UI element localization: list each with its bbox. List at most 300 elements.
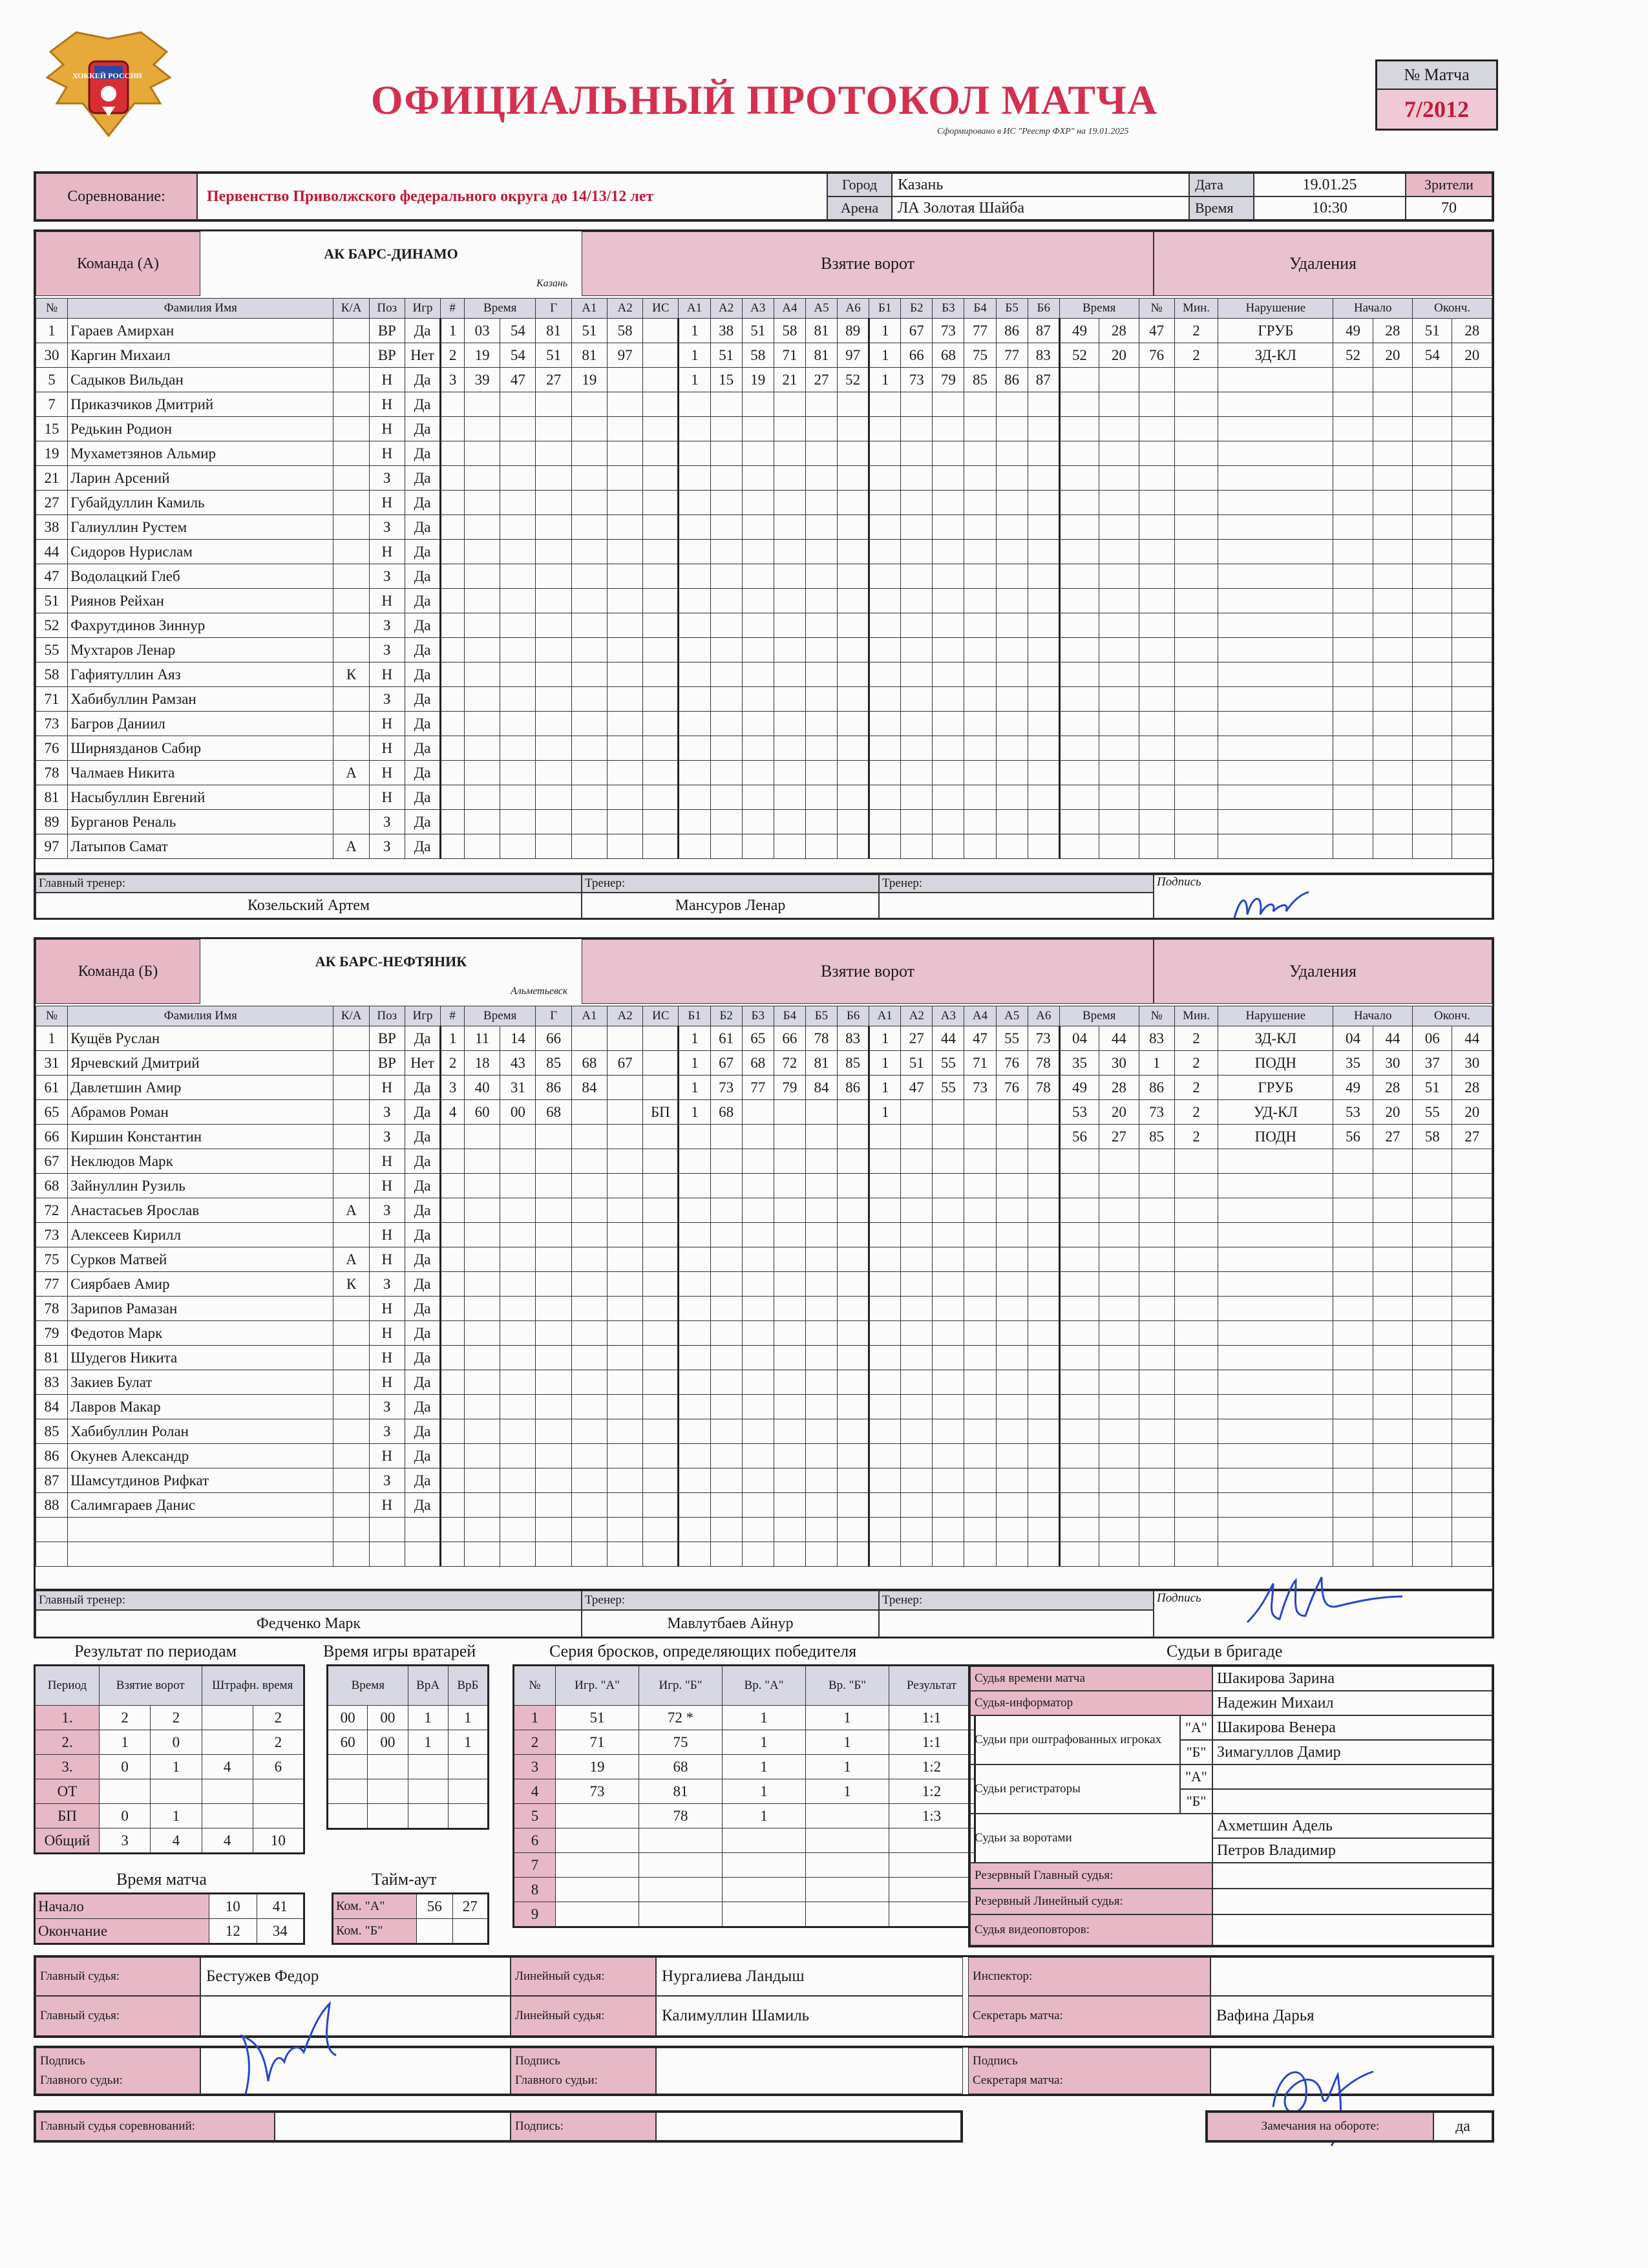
goal-onice-player <box>679 1125 710 1149</box>
goal-onice-player <box>679 1297 710 1321</box>
goal-situation <box>643 392 679 417</box>
penalty-end-min <box>1413 785 1452 810</box>
player-played: Да <box>405 368 440 392</box>
goal-sec: 54 <box>500 343 536 368</box>
goal-onice-player <box>964 1297 996 1321</box>
penalty-sec <box>1099 1272 1139 1297</box>
goal-assist2 <box>607 1198 642 1223</box>
goal-onice-player <box>869 1542 901 1567</box>
goal-scorer: 68 <box>536 1100 571 1125</box>
goal-onice-player <box>805 392 837 417</box>
player-position: З <box>369 1468 405 1493</box>
penalty-end-sec <box>1452 1395 1492 1419</box>
goal-onice-player <box>742 712 774 736</box>
match-number-box <box>1375 59 1498 131</box>
goal-min <box>464 1493 500 1518</box>
penalty-end-min <box>1413 392 1452 417</box>
goal-onice-player <box>869 1321 901 1346</box>
player-number: 71 <box>36 687 68 712</box>
goal-onice-player: 73 <box>710 1076 742 1100</box>
goal-onice-player: 27 <box>805 368 837 392</box>
goal-onice-player <box>805 1468 837 1493</box>
goal-onice-player <box>742 1468 774 1493</box>
penalty-violation: ПОДН <box>1218 1051 1333 1076</box>
goal-onice-player: 83 <box>838 1026 869 1051</box>
penalty-end-min <box>1413 1297 1452 1321</box>
video-judge <box>1212 1914 1492 1945</box>
player-played: Да <box>405 638 440 662</box>
goal-onice-player <box>964 1223 996 1247</box>
penalty-minutes <box>1174 662 1218 687</box>
period-label: 2. <box>35 1730 100 1755</box>
player-played: Да <box>405 1370 440 1395</box>
team-b-city: Альметьевск <box>511 986 568 997</box>
penalty-player: 86 <box>1139 1076 1174 1100</box>
penalty-player <box>1139 564 1174 589</box>
penalty-end-min: 37 <box>1413 1051 1452 1076</box>
penalty-player <box>1139 1321 1174 1346</box>
team-a-coach2 <box>879 893 1154 918</box>
shootout-col-0: № <box>514 1666 556 1706</box>
penalty-end-sec <box>1452 1542 1492 1567</box>
goal-onice-player <box>933 1468 964 1493</box>
goal-onice-player <box>774 662 805 687</box>
goal-sec <box>500 1419 536 1444</box>
penalty-end-sec <box>1452 1198 1492 1223</box>
goal-onice-player: 78 <box>805 1026 837 1051</box>
timekeeper-label: Судья времени матча <box>970 1666 1212 1691</box>
goal-onice-player: 65 <box>742 1026 774 1051</box>
penalty-start-min <box>1333 687 1373 712</box>
goal-onice-player <box>1028 589 1059 613</box>
penalty-sec <box>1099 1518 1139 1542</box>
goal-min <box>464 785 500 810</box>
goal-onice-player <box>901 1321 933 1346</box>
goal-assist2 <box>607 834 642 859</box>
player-number: 55 <box>36 638 68 662</box>
goal-assist2 <box>607 1468 642 1493</box>
player-number: 31 <box>36 1051 68 1076</box>
team-a-col-onice-2: А3 <box>742 299 774 319</box>
goal-number <box>441 1468 465 1493</box>
goalie-mm <box>328 1804 368 1829</box>
goal-onice-player <box>964 638 996 662</box>
table-row <box>36 515 1492 540</box>
player-position: ВР <box>369 1051 405 1076</box>
head-ref-signature <box>233 1991 362 2101</box>
goal-onice-player <box>710 1493 742 1518</box>
player-captain <box>333 1076 369 1100</box>
goal-sec: 14 <box>500 1026 536 1051</box>
player-captain <box>333 1395 369 1419</box>
sign-secretary-label-1: Подпись <box>973 2054 1018 2068</box>
period-gb: 1 <box>151 1755 202 1779</box>
goal-onice-player <box>805 785 837 810</box>
player-position: Н <box>369 1321 405 1346</box>
player-number: 21 <box>36 466 68 491</box>
goal-onice-player <box>774 1468 805 1493</box>
player-played: Да <box>405 662 440 687</box>
player-position <box>369 1518 405 1542</box>
goal-scorer <box>536 662 571 687</box>
player-captain <box>333 1125 369 1149</box>
penalty-end-min <box>1413 638 1452 662</box>
time-value: 10:30 <box>1254 196 1406 220</box>
goal-onice-player <box>1028 712 1059 736</box>
player-position: Н <box>369 368 405 392</box>
player-captain <box>333 515 369 540</box>
player-position: Н <box>369 392 405 417</box>
goal-onice-player <box>901 1542 933 1567</box>
penalty-start-sec <box>1373 1272 1412 1297</box>
goal-onice-player <box>742 613 774 638</box>
shootout-header <box>514 1666 975 1706</box>
penalty-end-min <box>1413 687 1452 712</box>
player-name: Мухтаров Ленар <box>68 638 333 662</box>
team-a-table <box>36 298 1492 859</box>
team-a-col-pen-num: № <box>1139 299 1174 319</box>
penalty-end-min <box>1413 662 1452 687</box>
goalie-b: 1 <box>448 1706 488 1730</box>
player-number: 27 <box>36 491 68 515</box>
penalty-start-sec <box>1373 1542 1412 1567</box>
penalty-end-sec <box>1452 589 1492 613</box>
period-pa <box>202 1706 253 1730</box>
period-pa: 4 <box>202 1755 253 1779</box>
table-row <box>35 1779 304 1804</box>
player-played: Да <box>405 1419 440 1444</box>
penalty-end-sec <box>1452 1247 1492 1272</box>
team-b-head-coach-label: Главный тренер: <box>36 1591 582 1610</box>
goal-scorer <box>536 613 571 638</box>
player-name: Губайдуллин Камиль <box>68 491 333 515</box>
goal-scorer <box>536 1223 571 1247</box>
goal-min <box>464 712 500 736</box>
player-position: З <box>369 1272 405 1297</box>
goal-onice-player <box>1028 613 1059 638</box>
goal-assist1 <box>571 1100 607 1125</box>
table-row <box>328 1779 489 1804</box>
player-name: Насыбуллин Евгений <box>68 785 333 810</box>
goal-onice-player <box>1028 491 1059 515</box>
player-played: Да <box>405 810 440 834</box>
player-name: Сидоров Нурислам <box>68 540 333 564</box>
goal-onice-player <box>774 1493 805 1518</box>
penalty-violation <box>1218 515 1333 540</box>
shootout-num: 1 <box>514 1706 556 1730</box>
goal-onice-player <box>805 417 837 441</box>
team-a-col-num: № <box>36 299 68 319</box>
team-b-col-onice-7: А2 <box>901 1006 933 1026</box>
table-row <box>36 1518 1492 1542</box>
team-a-col-ka: К/А <box>333 299 369 319</box>
goal-onice-player <box>901 1125 933 1149</box>
goal-assist1 <box>571 662 607 687</box>
timekeeper: Шакирова Зарина <box>1212 1666 1492 1691</box>
team-b-col-pos: Поз <box>369 1006 405 1026</box>
penalty-player <box>1139 1518 1174 1542</box>
penalty-end-sec <box>1452 785 1492 810</box>
penalty-sec <box>1099 417 1139 441</box>
penalty-end-sec <box>1452 1149 1492 1174</box>
penalty-sec <box>1099 1297 1139 1321</box>
player-number: 52 <box>36 613 68 638</box>
goal-situation <box>643 1444 679 1468</box>
player-played: Да <box>405 736 440 761</box>
goal-onice-player <box>774 1419 805 1444</box>
player-position: ВР <box>369 1026 405 1051</box>
goalie-col-a: ВрА <box>408 1666 448 1706</box>
goal-scorer <box>536 1272 571 1297</box>
penalty-end-min <box>1413 515 1452 540</box>
goal-onice-player <box>933 392 964 417</box>
goal-onice-player <box>933 1321 964 1346</box>
goal-onice-player <box>838 515 869 540</box>
goal-onice-player <box>869 1395 901 1419</box>
penalty-start-sec <box>1373 1149 1412 1174</box>
goal-onice-player <box>742 1174 774 1198</box>
goal-onice-player <box>933 1174 964 1198</box>
goal-assist1 <box>571 466 607 491</box>
goal-onice-player <box>933 1444 964 1468</box>
player-number: 75 <box>36 1247 68 1272</box>
player-position: Н <box>369 1149 405 1174</box>
period-pa <box>202 1730 253 1755</box>
goal-scorer <box>536 392 571 417</box>
goal-onice-player <box>774 1198 805 1223</box>
team-a-col-onice-11: Б6 <box>1028 299 1059 319</box>
penalty-violation <box>1218 1370 1333 1395</box>
goal-onice-player <box>805 1149 837 1174</box>
penalty-violation <box>1218 417 1333 441</box>
goal-onice-player <box>838 392 869 417</box>
penalty-start-min <box>1333 1198 1373 1223</box>
penalty-end-min <box>1413 417 1452 441</box>
penalty-start-sec <box>1373 1223 1412 1247</box>
goal-onice-player <box>679 540 710 564</box>
goal-onice-player <box>869 1125 901 1149</box>
goal-onice-player <box>964 589 996 613</box>
goal-onice-player <box>710 515 742 540</box>
penalty-min <box>1059 1370 1099 1395</box>
goal-assist1 <box>571 515 607 540</box>
penalty-player <box>1139 589 1174 613</box>
table-row <box>514 1779 975 1804</box>
goal-onice-player <box>996 466 1028 491</box>
penalty-end-sec <box>1452 540 1492 564</box>
goal-min <box>464 1468 500 1493</box>
goal-onice-player <box>838 1149 869 1174</box>
player-played: Да <box>405 1272 440 1297</box>
team-a-col-name: Фамилия Имя <box>68 299 333 319</box>
player-position: Н <box>369 1444 405 1468</box>
date-value: 19.01.25 <box>1254 173 1406 196</box>
player-number: 83 <box>36 1370 68 1395</box>
goal-situation <box>643 1419 679 1444</box>
penalty-sec <box>1099 687 1139 712</box>
penalty-player <box>1139 712 1174 736</box>
goal-sec <box>500 1174 536 1198</box>
penalty-sec <box>1099 466 1139 491</box>
goal-assist1 <box>571 1174 607 1198</box>
goal-onice-player <box>742 1493 774 1518</box>
goal-onice-player <box>774 1247 805 1272</box>
goal-onice-player <box>805 834 837 859</box>
goal-onice-player <box>901 1297 933 1321</box>
goal-onice-player <box>964 1493 996 1518</box>
shootout-b <box>639 1902 723 1927</box>
player-played: Да <box>405 785 440 810</box>
goal-scorer <box>536 1542 571 1567</box>
goal-onice-player <box>710 662 742 687</box>
player-played: Да <box>405 392 440 417</box>
penalty-start-sec <box>1373 638 1412 662</box>
goal-onice-player <box>996 1468 1028 1493</box>
sign-head-label <box>36 2048 200 2094</box>
team-a-head-coach-label: Главный тренер: <box>36 874 582 893</box>
goal-assist2 <box>607 638 642 662</box>
goal-onice-player <box>996 515 1028 540</box>
penalty-minutes <box>1174 392 1218 417</box>
player-played: Да <box>405 466 440 491</box>
goal-onice-player <box>742 1542 774 1567</box>
sign-head-label-2: Главного судьи: <box>40 2073 123 2087</box>
penalty-player <box>1139 834 1174 859</box>
goal-onice-player <box>805 1174 837 1198</box>
penalty-player: 47 <box>1139 319 1174 343</box>
team-b-col-goal-num: # <box>441 1006 465 1026</box>
goal-sec <box>500 1468 536 1493</box>
goal-onice-player <box>805 1370 837 1395</box>
player-played: Да <box>405 491 440 515</box>
goal-onice-player <box>1028 1223 1059 1247</box>
goal-onice-player <box>869 1198 901 1223</box>
sign-head-label-mid <box>511 2048 656 2094</box>
goal-situation <box>643 343 679 368</box>
goal-sec: 31 <box>500 1076 536 1100</box>
period-pb <box>253 1804 304 1828</box>
goal-onice-player <box>996 1493 1028 1518</box>
player-played: Да <box>405 441 440 466</box>
penalty-minutes <box>1174 1198 1218 1223</box>
player-captain: К <box>333 662 369 687</box>
team-b-column-header <box>36 1006 1492 1026</box>
video-judge-label: Судья видеоповторов: <box>970 1914 1212 1945</box>
player-captain: А <box>333 834 369 859</box>
goal-onice-player <box>710 1272 742 1297</box>
penalty-min <box>1059 1247 1099 1272</box>
shootout-va <box>723 1853 806 1878</box>
penalty-violation <box>1218 761 1333 785</box>
goal-onice-player <box>679 1468 710 1493</box>
goal-scorer <box>536 1370 571 1395</box>
penalty-end-sec: 30 <box>1452 1051 1492 1076</box>
player-played: Да <box>405 1297 440 1321</box>
penalty-minutes <box>1174 1272 1218 1297</box>
goal-scorer <box>536 712 571 736</box>
goal-onice-player <box>710 466 742 491</box>
period-label: БП <box>35 1804 100 1828</box>
penalty-min <box>1059 1346 1099 1370</box>
goal-onice-player <box>679 515 710 540</box>
goal-onice-player <box>901 417 933 441</box>
penalty-minutes <box>1174 1419 1218 1444</box>
penalty-start-sec <box>1373 1247 1412 1272</box>
penalty-start-sec <box>1373 1419 1412 1444</box>
goal-onice-player <box>901 564 933 589</box>
goal-onice-player <box>805 540 837 564</box>
goal-onice-player <box>996 613 1028 638</box>
goal-onice-player <box>996 810 1028 834</box>
goal-onice-player <box>964 491 996 515</box>
player-captain <box>333 368 369 392</box>
goal-onice-player <box>710 1149 742 1174</box>
goal-number <box>441 1518 465 1542</box>
penalty-minutes <box>1174 1518 1218 1542</box>
player-position: Н <box>369 1346 405 1370</box>
penalty-start-sec <box>1373 589 1412 613</box>
goal-onice-player: 1 <box>869 343 901 368</box>
penalty-end-min: 51 <box>1413 319 1452 343</box>
player-position: З <box>369 638 405 662</box>
period-label: ОТ <box>35 1779 100 1804</box>
penalty-end-min <box>1413 1223 1452 1247</box>
goal-onice-player <box>679 1419 710 1444</box>
goal-assist2 <box>607 1370 642 1395</box>
goal-onice-player <box>964 441 996 466</box>
table-row <box>36 761 1492 785</box>
penalty-sec <box>1099 613 1139 638</box>
goal-onice-player <box>1028 1247 1059 1272</box>
player-position: Н <box>369 1076 405 1100</box>
goal-onice-player <box>838 1321 869 1346</box>
player-played: Да <box>405 1468 440 1493</box>
period-pa: 4 <box>202 1828 253 1854</box>
player-position: З <box>369 466 405 491</box>
table-row <box>36 491 1492 515</box>
player-captain <box>333 1026 369 1051</box>
goal-sec <box>500 662 536 687</box>
goal-onice-player: 47 <box>901 1076 933 1100</box>
player-number: 73 <box>36 712 68 736</box>
goal-onice-player <box>964 785 996 810</box>
goal-onice-player <box>996 1395 1028 1419</box>
penalty-start-sec <box>1373 810 1412 834</box>
goal-onice-player <box>710 761 742 785</box>
team-a-col-goal-num: # <box>441 299 465 319</box>
registrar-b <box>1212 1789 1492 1814</box>
goal-onice-player <box>933 761 964 785</box>
goal-onice-player <box>774 491 805 515</box>
goal-min <box>464 736 500 761</box>
goal-onice-player: 78 <box>1028 1076 1059 1100</box>
player-captain <box>333 613 369 638</box>
penalty-sec <box>1099 662 1139 687</box>
goal-assist1: 84 <box>571 1076 607 1100</box>
penalty-end-sec <box>1452 1444 1492 1468</box>
shootout-vb: 1 <box>806 1730 889 1755</box>
goal-onice-player <box>869 392 901 417</box>
goal-min <box>464 1247 500 1272</box>
goal-onice-player <box>869 1297 901 1321</box>
goal-situation <box>643 368 679 392</box>
penalty-min <box>1059 736 1099 761</box>
player-name: Ширнязданов Сабир <box>68 736 333 761</box>
goal-onice-player <box>933 1198 964 1223</box>
goal-assist1 <box>571 785 607 810</box>
goal-assist1 <box>571 810 607 834</box>
shootout-b <box>639 1853 723 1878</box>
